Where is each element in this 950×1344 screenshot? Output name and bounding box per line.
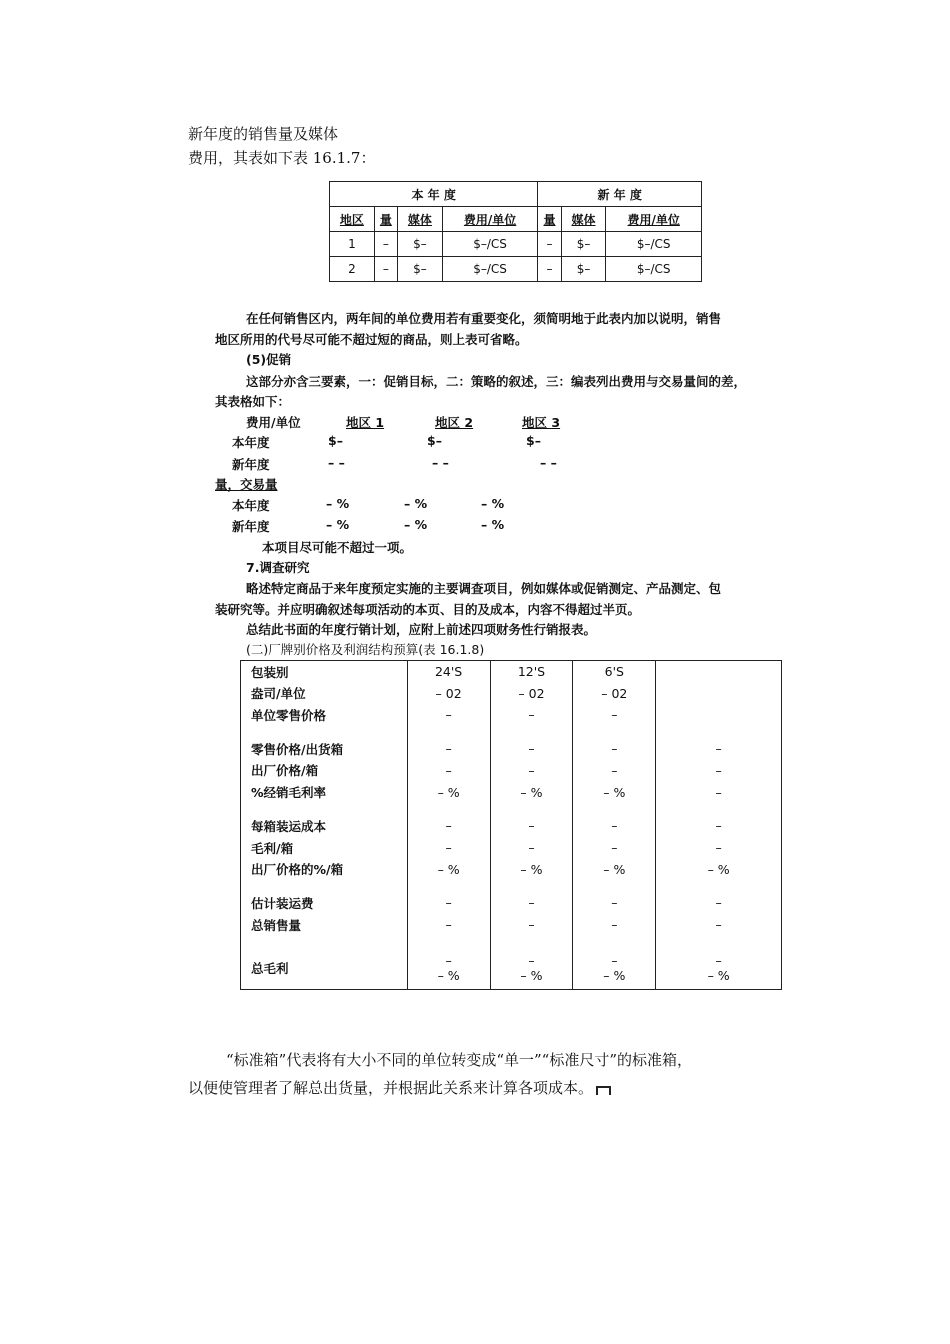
research-line-1: 略述特定商品于来年度预定实施的主要调查项目，例如媒体或促销测定、产品测定、包 [246, 581, 722, 596]
table-cell: – [407, 760, 490, 782]
row-label: 出厂价格/箱 [241, 760, 408, 782]
table-cell: – [573, 837, 656, 859]
table-row [330, 232, 702, 257]
cost-value: – – [432, 455, 449, 470]
cost-value: – – [540, 455, 557, 470]
outro-line-2: 以便使管理者了解总出货量，并根据此关系来计算各项成本。 [188, 1074, 692, 1102]
promo-note: 本项目尽可能不超过一项。 [262, 540, 413, 555]
row-label: %经销毛利率 [241, 781, 408, 803]
table-cell: – [490, 837, 573, 859]
para1-line-1: 在任何销售区内，两年间的单位费用若有重要变化，须简明地于此表内加以说明，销售 [246, 311, 722, 326]
table-row [241, 781, 782, 803]
table-cell: – % [573, 781, 656, 803]
table-cell: – % [573, 858, 656, 880]
table-cell: 6'S [573, 661, 656, 683]
table-cell: – [407, 704, 490, 726]
row-label: 盎司/单位 [241, 683, 408, 705]
table-cell: – % [656, 858, 782, 880]
region-1-header: 地区 1 [346, 415, 385, 430]
table-row [241, 683, 782, 705]
table-cell: 24'S [407, 661, 490, 683]
table-row [241, 704, 782, 726]
research-title: 7.调查研究 [246, 560, 310, 575]
spacer-row [241, 803, 782, 815]
table-cell: – [656, 837, 782, 859]
outro-line-1: “标准箱”代表将有大小不同的单位转变成“单一”“标准尺寸”的标准箱， [226, 1051, 693, 1069]
col-header: 费用/单位 [442, 207, 538, 232]
table-cell: – % [490, 858, 573, 880]
table-row [241, 815, 782, 837]
row-label: 总毛利 [241, 948, 408, 990]
table-cell: – % [407, 781, 490, 803]
volume-value: – % [481, 496, 505, 511]
region-3-header: 地区 3 [522, 415, 561, 430]
table-cell: – – % [407, 948, 490, 990]
group-header-current: 本 年 度 [330, 182, 538, 207]
table-cell: – [490, 760, 573, 782]
table-cell: – [407, 738, 490, 760]
table-cell: – [374, 257, 397, 282]
row-label: 估计装运费 [241, 892, 408, 914]
table-cell: – [656, 760, 782, 782]
table-cell: – 02 [407, 683, 490, 705]
table-row [241, 858, 782, 880]
table-cell: – [656, 914, 782, 936]
table-cell: – [407, 914, 490, 936]
cost-row-label: 本年度 [232, 435, 270, 450]
table-row [241, 914, 782, 936]
volume-row-label: 新年度 [232, 519, 270, 534]
table-cell: – [538, 232, 561, 257]
table-header-row [241, 661, 782, 683]
intro-line-1: 新年度的销售量及媒体 [188, 125, 339, 143]
table-cell: – [407, 892, 490, 914]
table-cell: $– [398, 257, 443, 282]
row-label: 每箱装运成本 [241, 815, 408, 837]
promo-title: (5)促销 [246, 352, 292, 367]
outro-text [188, 1046, 692, 1102]
promo-line-2: 其表格如下： [215, 394, 291, 409]
table-cell: – [656, 892, 782, 914]
table-cell: – [573, 704, 656, 726]
summary-line: 总结此书面的年度行销计划，应附上前述四项财务性行销报表。 [246, 622, 597, 637]
table-cell: 2 [330, 257, 375, 282]
row-label: 单位零售价格 [241, 704, 408, 726]
table-cell: – [538, 257, 561, 282]
spacer-row [241, 726, 782, 738]
table-cell [656, 683, 782, 705]
table-cell: $– [561, 257, 606, 282]
research-line-2: 装研究等。并应明确叙述每项活动的本页、目的及成本，内容不得超过半页。 [215, 602, 641, 617]
table-cell: $– [398, 232, 443, 257]
table-cell: – [374, 232, 397, 257]
intro-line-2: 费用，其表如下表 16.1.7： [188, 149, 376, 167]
volume-value: – % [326, 517, 350, 532]
col-header: 量 [374, 207, 397, 232]
corner-mark-icon [596, 1086, 611, 1095]
row-label: 出厂价格的%/箱 [241, 858, 408, 880]
table-row [241, 948, 782, 990]
col-header: 量 [538, 207, 561, 232]
table-cell: – – % [656, 948, 782, 990]
cost-row-label: 新年度 [232, 457, 270, 472]
table-cell: – 02 [573, 683, 656, 705]
cost-value: – – [328, 455, 345, 470]
price-profit-table [240, 660, 782, 990]
cost-value: $– [328, 433, 343, 448]
table-cell: – [490, 892, 573, 914]
cost-header-label: 费用/单位 [246, 415, 301, 430]
table-cell [656, 661, 782, 683]
table-cell: – – % [490, 948, 573, 990]
volume-row-label: 本年度 [232, 498, 270, 513]
table-cell: $– [561, 232, 606, 257]
table-cell: – [573, 892, 656, 914]
table-cell: – [573, 815, 656, 837]
col-header: 地区 [330, 207, 375, 232]
group-header-new: 新 年 度 [538, 182, 702, 207]
promo-line-1: 这部分亦含三要素，一：促销目标，二：策略的叙述，三：编表列出费用与交易量间的差， [246, 374, 747, 389]
col-header: 费用/单位 [606, 207, 702, 232]
col-header: 媒体 [561, 207, 606, 232]
table-row [330, 257, 702, 282]
table-cell: $–/CS [606, 257, 702, 282]
col-header: 媒体 [398, 207, 443, 232]
intro-text [188, 122, 375, 170]
cost-value: $– [526, 433, 541, 448]
table-row [241, 760, 782, 782]
table-row [241, 892, 782, 914]
table-cell: – [656, 781, 782, 803]
table-row [241, 837, 782, 859]
region-2-header: 地区 2 [435, 415, 474, 430]
table-cell: $–/CS [442, 232, 538, 257]
table-cell: – [490, 815, 573, 837]
table-cell: – [407, 815, 490, 837]
table-cell: – [490, 738, 573, 760]
table-cell [656, 704, 782, 726]
table-cell: – [656, 738, 782, 760]
table-cell: 1 [330, 232, 375, 257]
table-cell: – [407, 837, 490, 859]
spacer-row [241, 880, 782, 892]
row-label: 零售价格/出货箱 [241, 738, 408, 760]
table-cell: – [656, 815, 782, 837]
cost-value: $– [427, 433, 442, 448]
spacer-row [241, 935, 782, 947]
volume-value: – % [404, 496, 428, 511]
row-label: 总销售量 [241, 914, 408, 936]
volume-value: – % [481, 517, 505, 532]
volume-value: – % [326, 496, 350, 511]
table-cell: – % [490, 781, 573, 803]
para1-line-2: 地区所用的代号尽可能不超过短的商品，则上表可省略。 [215, 332, 528, 347]
table-cell: – [490, 914, 573, 936]
row-label: 包装别 [241, 661, 408, 683]
table-cell: – [573, 760, 656, 782]
table-cell: $–/CS [606, 232, 702, 257]
table-cell: – 02 [490, 683, 573, 705]
table-cell: – [573, 738, 656, 760]
row-label: 毛利/箱 [241, 837, 408, 859]
table-cell: – % [407, 858, 490, 880]
table-cell: $–/CS [442, 257, 538, 282]
table-cell: – – % [573, 948, 656, 990]
table-cell: – [573, 914, 656, 936]
table-row [241, 738, 782, 760]
volume-label: 量，交易量 [215, 477, 278, 492]
volume-value: – % [404, 517, 428, 532]
table2-title: (二)厂牌别价格及利润结构预算(表 16.1.8) [246, 642, 485, 657]
table-cell: 12'S [490, 661, 573, 683]
table-cell: – [490, 704, 573, 726]
sales-media-table [329, 181, 702, 282]
